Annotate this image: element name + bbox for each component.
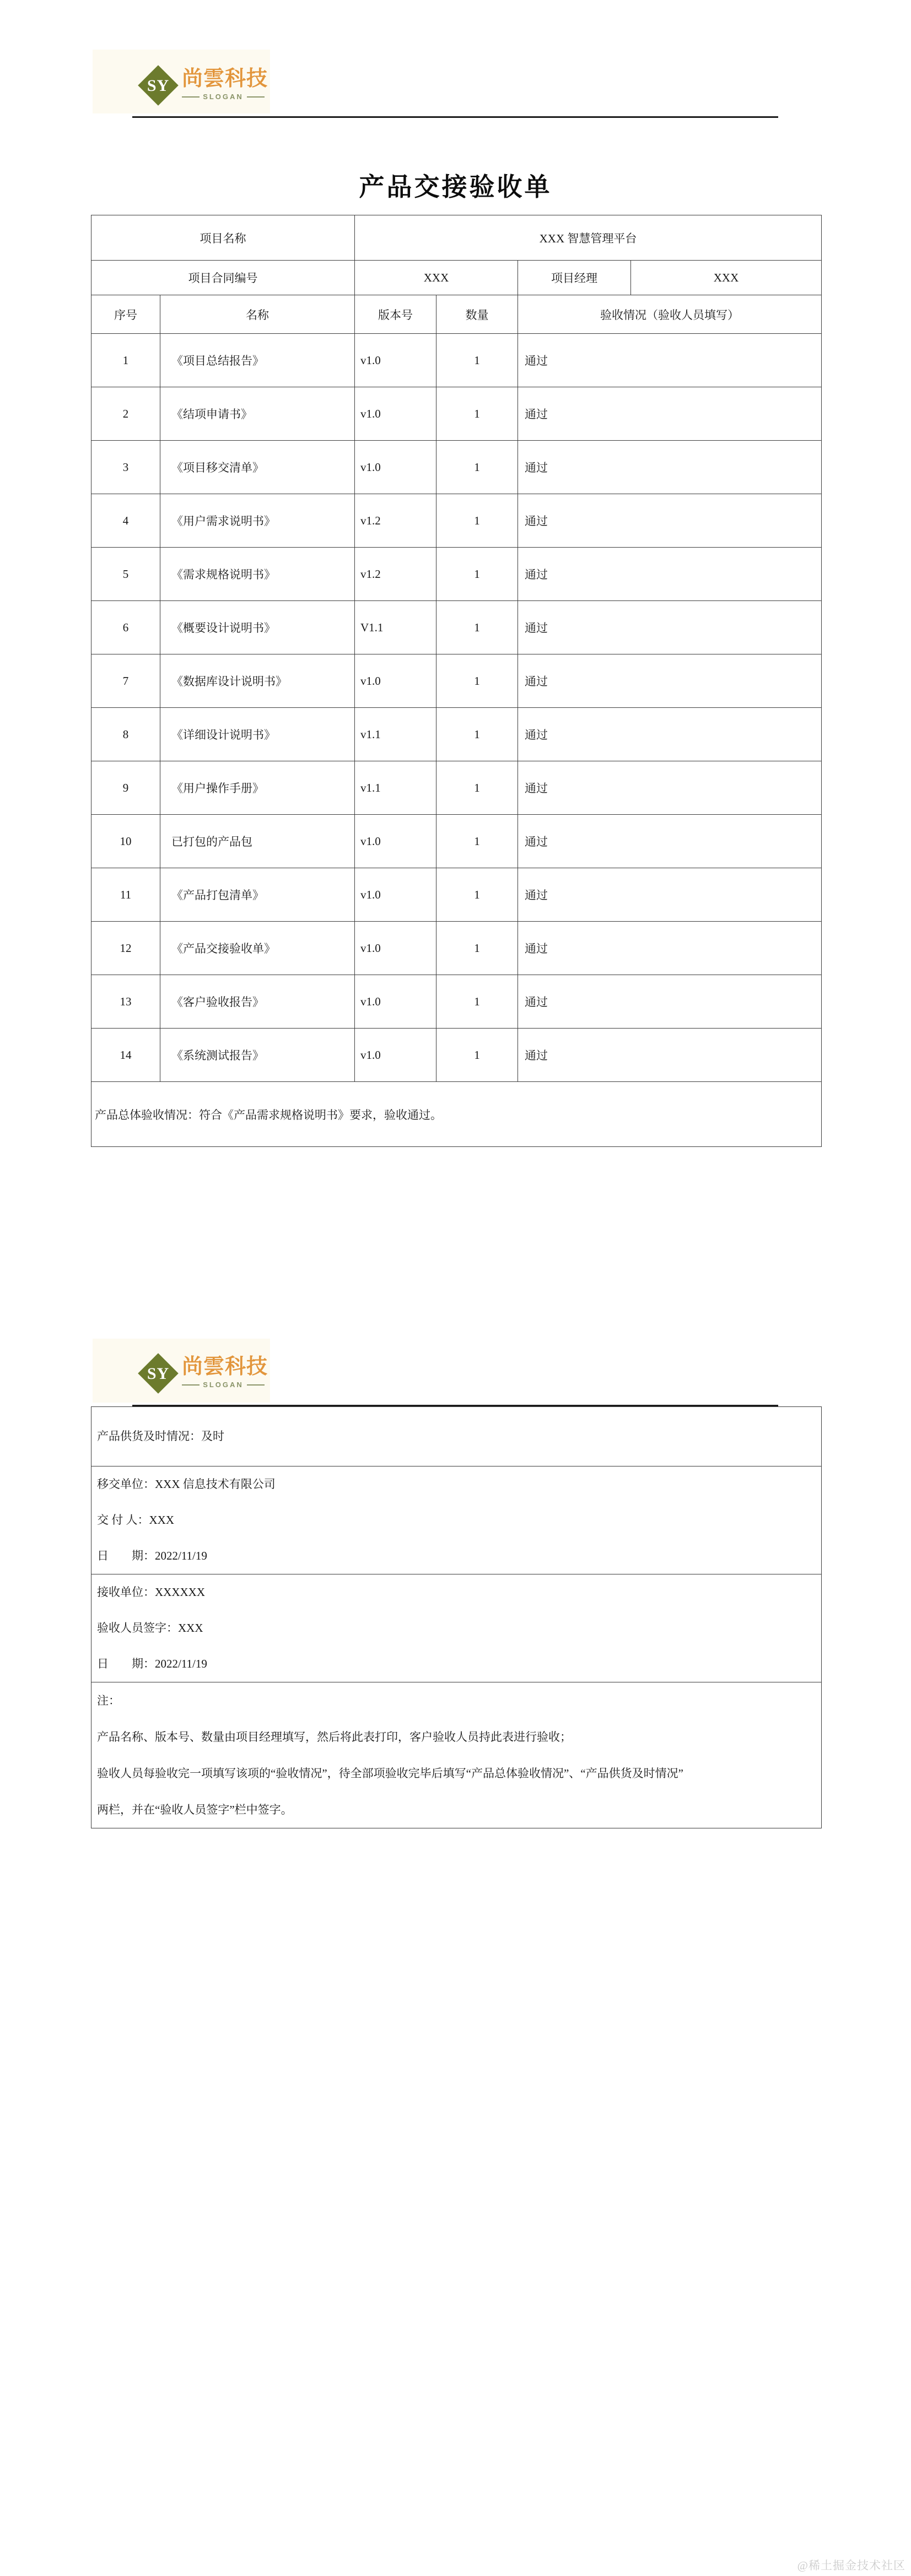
company-name: 尚雲科技 <box>182 1355 268 1378</box>
item-status: 通过 <box>518 441 822 494</box>
item-version: v1.0 <box>355 815 436 868</box>
notes-lines <box>91 1719 821 1828</box>
company-logo <box>138 62 303 115</box>
item-name: 《数据库设计说明书》 <box>160 654 355 708</box>
acceptance-table-footer <box>91 1082 822 1147</box>
acceptance-items <box>91 334 822 1082</box>
item-status: 通过 <box>518 922 822 975</box>
item-qty: 1 <box>436 708 518 761</box>
item-index: 10 <box>91 815 160 868</box>
text-line: 验收人员每验收完一项填写该项的“验收情况”，待全部项验收完毕后填写“产品总体验收情况”、“产品供货及时情况” <box>97 1767 683 1780</box>
item-version: v1.1 <box>355 708 436 761</box>
slogan-left-dash <box>182 96 200 98</box>
receiving-party-cell <box>91 1574 822 1682</box>
item-qty: 1 <box>436 441 518 494</box>
table-row <box>91 708 822 761</box>
item-version: v1.0 <box>355 868 436 922</box>
item-version: V1.1 <box>355 601 436 654</box>
table-row <box>91 441 822 494</box>
item-status: 通过 <box>518 868 822 922</box>
overall-acceptance-text: 产品总体验收情况：符合《产品需求规格说明书》要求，验收通过。 <box>91 1082 822 1147</box>
item-name: 《用户需求说明书》 <box>160 494 355 548</box>
item-qty: 1 <box>436 548 518 601</box>
slogan-right-dash <box>247 96 265 98</box>
item-status: 通过 <box>518 815 822 868</box>
overall-acceptance-row <box>91 1082 822 1147</box>
item-status: 通过 <box>518 548 822 601</box>
header-rule <box>132 116 778 118</box>
item-version: v1.0 <box>355 654 436 708</box>
item-version: v1.0 <box>355 975 436 1029</box>
item-name: 《产品打包清单》 <box>160 868 355 922</box>
table-row <box>91 868 822 922</box>
item-index: 11 <box>91 868 160 922</box>
item-qty: 1 <box>436 387 518 441</box>
item-status: 通过 <box>518 387 822 441</box>
text-line: 移交单位：XXX 信息技术有限公司 <box>97 1478 276 1491</box>
item-index: 13 <box>91 975 160 1029</box>
receiving-party-row <box>91 1574 822 1682</box>
text-line: 两栏，并在“验收人员签字”栏中签字。 <box>97 1803 293 1816</box>
item-name: 《系统测试报告》 <box>160 1029 355 1082</box>
text-line: 日 期：2022/11/19 <box>97 1549 207 1562</box>
item-status: 通过 <box>518 1029 822 1082</box>
supply-status-row <box>91 1407 822 1466</box>
item-status: 通过 <box>518 975 822 1029</box>
item-index: 12 <box>91 922 160 975</box>
item-index: 6 <box>91 601 160 654</box>
item-version: v1.0 <box>355 922 436 975</box>
table-row <box>91 601 822 654</box>
item-name: 《需求规格说明书》 <box>160 548 355 601</box>
logo-monogram: SY <box>147 1365 170 1383</box>
item-status: 通过 <box>518 761 822 815</box>
item-version: v1.0 <box>355 334 436 387</box>
table-row <box>91 815 822 868</box>
item-index: 4 <box>91 494 160 548</box>
item-name: 已打包的产品包 <box>160 815 355 868</box>
col-header-status: 验收情况（验收人员填写） <box>518 295 822 334</box>
table-row <box>91 548 822 601</box>
item-qty: 1 <box>436 494 518 548</box>
company-name: 尚雲科技 <box>182 67 268 90</box>
item-index: 2 <box>91 387 160 441</box>
page-title: 产品交接验收单 <box>359 173 552 201</box>
item-qty: 1 <box>436 601 518 654</box>
item-version: v1.1 <box>355 761 436 815</box>
item-index: 8 <box>91 708 160 761</box>
handover-party-row <box>91 1466 822 1574</box>
item-version: v1.0 <box>355 1029 436 1082</box>
item-qty: 1 <box>436 868 518 922</box>
item-version: v1.0 <box>355 387 436 441</box>
text-line: 产品名称、版本号、数量由项目经理填写，然后将此表打印，客户验收人员持此表进行验收； <box>97 1730 572 1744</box>
item-status: 通过 <box>518 334 822 387</box>
item-qty: 1 <box>436 334 518 387</box>
item-name: 《项目移交清单》 <box>160 441 355 494</box>
logo-monogram: SY <box>147 77 170 95</box>
text-line: 接收单位：XXXXXX <box>97 1585 205 1599</box>
item-qty: 1 <box>436 922 518 975</box>
item-version: v1.0 <box>355 441 436 494</box>
item-qty: 1 <box>436 975 518 1029</box>
logo-slogan: SLOGAN <box>203 1381 244 1389</box>
item-version: v1.2 <box>355 494 436 548</box>
col-header-qty: 数量 <box>436 295 518 334</box>
notes-row <box>91 1682 822 1828</box>
table-row <box>91 922 822 975</box>
item-name: 《项目总结报告》 <box>160 334 355 387</box>
item-index: 7 <box>91 654 160 708</box>
text-line: 交 付 人：XXX <box>97 1513 174 1527</box>
item-qty: 1 <box>436 654 518 708</box>
contract-no-value: XXX <box>355 261 518 295</box>
col-header-name: 名称 <box>160 295 355 334</box>
table-row <box>91 1029 822 1082</box>
item-status: 通过 <box>518 654 822 708</box>
logo-slogan-row <box>182 1381 265 1389</box>
item-status: 通过 <box>518 601 822 654</box>
table-row <box>91 334 822 387</box>
table-row <box>91 654 822 708</box>
table-row <box>91 975 822 1029</box>
item-index: 5 <box>91 548 160 601</box>
item-name: 《产品交接验收单》 <box>160 922 355 975</box>
project-name-value: XXX 智慧管理平台 <box>355 215 822 261</box>
item-qty: 1 <box>436 761 518 815</box>
project-name-row <box>91 215 822 261</box>
item-name: 《结项申请书》 <box>160 387 355 441</box>
item-name: 《客户验收报告》 <box>160 975 355 1029</box>
company-logo <box>138 1350 303 1403</box>
col-header-index: 序号 <box>91 295 160 334</box>
item-index: 3 <box>91 441 160 494</box>
manager-value: XXX <box>631 261 822 295</box>
table-row <box>91 761 822 815</box>
table-row <box>91 387 822 441</box>
contract-manager-row <box>91 261 822 295</box>
item-qty: 1 <box>436 1029 518 1082</box>
table-row <box>91 494 822 548</box>
slogan-right-dash <box>247 1384 265 1386</box>
item-index: 9 <box>91 761 160 815</box>
item-version: v1.2 <box>355 548 436 601</box>
logo-slogan: SLOGAN <box>203 93 244 101</box>
item-status: 通过 <box>518 708 822 761</box>
acceptance-table-header <box>91 215 822 334</box>
item-qty: 1 <box>436 815 518 868</box>
item-status: 通过 <box>518 494 822 548</box>
text-line: 验收人员签字：XXX <box>97 1621 203 1635</box>
item-index: 14 <box>91 1029 160 1082</box>
logo-slogan-row <box>182 93 265 101</box>
item-name: 《用户操作手册》 <box>160 761 355 815</box>
handover-party-cell <box>91 1466 822 1574</box>
item-index: 1 <box>91 334 160 387</box>
slogan-left-dash <box>182 1384 200 1386</box>
notes-cell <box>91 1682 822 1828</box>
item-name: 《详细设计说明书》 <box>160 708 355 761</box>
signature-table <box>91 1406 822 1828</box>
notes-label: 注： <box>97 1694 120 1707</box>
item-name: 《概要设计说明书》 <box>160 601 355 654</box>
manager-label: 项目经理 <box>518 261 631 295</box>
text-line: 日 期：2022/11/19 <box>97 1657 207 1670</box>
project-name-label: 项目名称 <box>91 215 355 261</box>
supply-status-text: 产品供货及时情况：及时 <box>97 1430 224 1443</box>
community-watermark: @稀土掘金技术社区 <box>797 2559 905 2572</box>
acceptance-table <box>91 215 822 1147</box>
column-header-row <box>91 295 822 334</box>
col-header-version: 版本号 <box>355 295 436 334</box>
contract-no-label: 项目合同编号 <box>91 261 355 295</box>
